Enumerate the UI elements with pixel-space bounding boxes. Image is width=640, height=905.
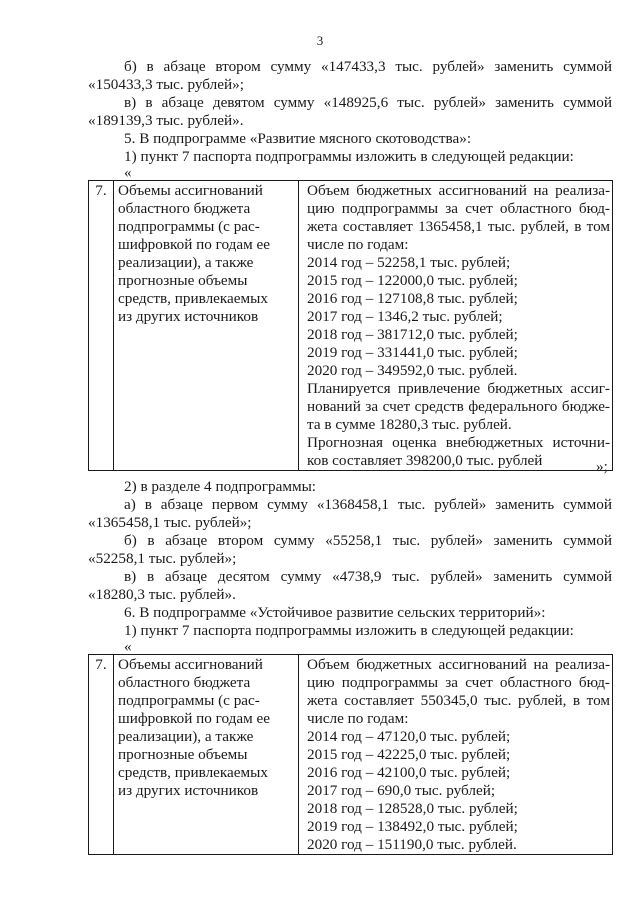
table-cell-label <box>114 655 299 855</box>
cell-line: областного бюджета <box>118 200 251 217</box>
cell-line: 2015 год – 42225,0 тыс. рублей; <box>307 746 511 763</box>
cell-line: 2017 год – 690,0 тыс. рублей; <box>307 782 496 799</box>
cell-line: реализации), а также <box>118 728 254 745</box>
text-line: б) в абзаце втором сумму «147433,3 тыс. рублей» заменить суммой <box>124 58 612 75</box>
cell-line: Объем бюджетных ассигнований на реализа- <box>307 182 610 199</box>
cell-line: реализации), а также <box>118 254 254 271</box>
cell-line: 2019 год – 331441,0 тыс. рублей; <box>307 344 518 361</box>
cell-line: цию подпрограммы за счет областного бюд- <box>307 200 610 217</box>
cell-line: 2014 год – 47120,0 тыс. рублей; <box>307 728 511 745</box>
text-line: в) в абзаце девятом сумму «148925,6 тыс. рублей» заменить суммой <box>124 94 612 111</box>
cell-line: 2018 год – 381712,0 тыс. рублей; <box>307 326 518 343</box>
cell-line: Объемы ассигнований <box>118 182 263 199</box>
text-line: 5. В подпрограмме «Развитие мясного скотоводства»: <box>124 130 472 147</box>
passport-table-rural <box>88 654 613 855</box>
item-6-heading <box>88 604 612 640</box>
table-cell-label <box>114 181 299 471</box>
passport-table-meat <box>88 180 613 471</box>
open-quote: « <box>124 638 132 655</box>
text-line: 1) пункт 7 паспорта подпрограммы изложить в следующей редакции: <box>124 622 574 639</box>
text-line: «189139,3 тыс. рублей». <box>88 112 244 129</box>
cell-line: из других источников <box>118 782 259 799</box>
cell-line: Планируется привлечение бюджетных ассиг- <box>307 380 610 397</box>
cell-line: 2015 год – 122000,0 тыс. рублей; <box>307 272 518 289</box>
item-2-heading <box>88 478 612 496</box>
cell-line: 2016 год – 42100,0 тыс. рублей; <box>307 764 511 781</box>
cell-line: 2016 год – 127108,8 тыс. рублей; <box>307 290 518 307</box>
cell-line: нований за счет средств федерального бюдже- <box>307 398 610 415</box>
cell-line: подпрограммы (с рас- <box>118 218 260 235</box>
cell-line: средств, привлекаемых <box>118 290 268 307</box>
cell-line: 2019 год – 138492,0 тыс. рублей; <box>307 818 518 835</box>
cell-line: средств, привлекаемых <box>118 764 268 781</box>
cell-line: шифровкой по годам ее <box>118 236 271 253</box>
cell-line: 2020 год – 349592,0 тыс. рублей. <box>307 362 518 379</box>
cell-line: Объем бюджетных ассигнований на реализа- <box>307 656 610 673</box>
cell-line: жета составляет 1365458,1 тыс. рублей, в том <box>307 218 610 235</box>
table-cell-number: 7. <box>89 181 114 471</box>
text-line: а) в абзаце первом сумму «1368458,1 тыс. рублей» заменить суммой <box>124 496 612 513</box>
text-line: 2) в разделе 4 подпрограммы: <box>124 478 316 495</box>
cell-line: цию подпрограммы за счет областного бюд- <box>307 674 610 691</box>
page-number: 3 <box>316 33 324 48</box>
cell-line: 2017 год – 1346,2 тыс. рублей; <box>307 308 503 325</box>
table-row <box>89 181 613 471</box>
cell-line: та в сумме 18280,3 тыс. рублей. <box>307 416 512 433</box>
cell-line: областного бюджета <box>118 674 251 691</box>
amendment-b-intro <box>88 58 612 94</box>
cell-line: прогнозные объемы <box>118 746 248 763</box>
cell-line: 2020 год – 151190,0 тыс. рублей. <box>307 836 517 853</box>
text-line: 1) пункт 7 паспорта подпрограммы изложить в следующей редакции: <box>124 148 574 165</box>
cell-line: шифровкой по годам ее <box>118 710 271 727</box>
text-line: б) в абзаце втором сумму «55258,1 тыс. рублей» заменить суммой <box>124 532 612 549</box>
cell-line: числе по годам: <box>307 236 409 253</box>
cell-line: числе по годам: <box>307 710 409 727</box>
amendment-v-intro <box>88 94 612 130</box>
cell-line: 2018 год – 128528,0 тыс. рублей; <box>307 800 518 817</box>
cell-line: из других источников <box>118 308 259 325</box>
table-cell-value <box>299 181 613 471</box>
amendment-b <box>88 532 612 568</box>
text-line: 6. В подпрограмме «Устойчивое развитие сельских территорий»: <box>124 604 546 621</box>
text-line: «52258,1 тыс. рублей»; <box>88 550 237 567</box>
cell-line: Объемы ассигнований <box>118 656 263 673</box>
table-row <box>89 655 613 855</box>
table-cell-value <box>299 655 613 855</box>
table-cell-number: 7. <box>89 655 114 855</box>
text-line: «150433,3 тыс. рублей»; <box>88 76 244 93</box>
text-line: в) в абзаце десятом сумму «4738,9 тыс. рублей» заменить суммой <box>124 568 612 585</box>
text-line: «18280,3 тыс. рублей». <box>88 586 236 603</box>
amendment-v <box>88 568 612 604</box>
cell-line: ков составляет 398200,0 тыс. рублей <box>307 452 543 469</box>
item-5-heading <box>88 130 612 166</box>
close-quote: »; <box>596 458 608 475</box>
cell-line: жета составляет 550345,0 тыс. рублей, в том <box>307 692 610 709</box>
cell-line: прогнозные объемы <box>118 272 248 289</box>
cell-line: 2014 год – 52258,1 тыс. рублей; <box>307 254 511 271</box>
amendment-a <box>88 496 612 532</box>
cell-line: Прогнозная оценка внебюджетных источни- <box>307 434 610 451</box>
cell-line: подпрограммы (с рас- <box>118 692 260 709</box>
open-quote: « <box>124 164 132 181</box>
text-line: «1365458,1 тыс. рублей»; <box>88 514 252 531</box>
